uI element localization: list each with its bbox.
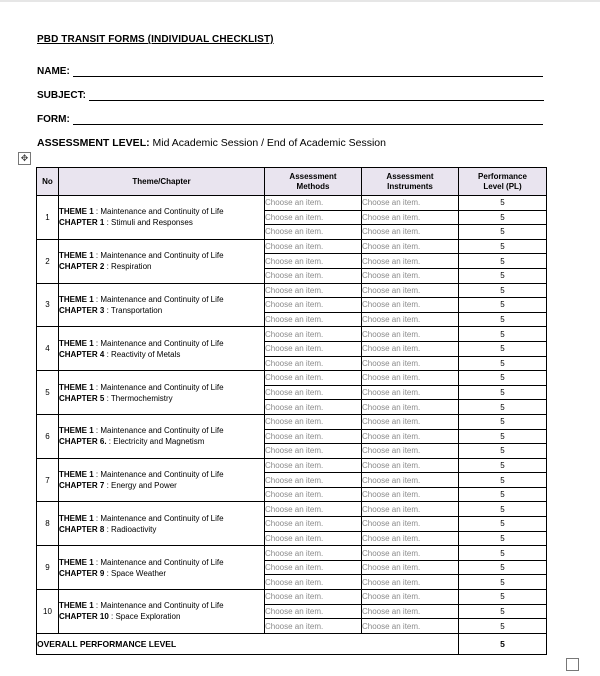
- methods-dropdown[interactable]: Choose an item.: [265, 196, 362, 211]
- methods-dropdown[interactable]: Choose an item.: [265, 531, 362, 546]
- methods-dropdown[interactable]: Choose an item.: [265, 502, 362, 517]
- methods-dropdown[interactable]: Choose an item.: [265, 341, 362, 356]
- chapter-text: : Transportation: [104, 305, 163, 315]
- methods-dropdown[interactable]: Choose an item.: [265, 312, 362, 327]
- theme-text: : Maintenance and Continuity of Life: [93, 251, 224, 261]
- performance-level-value: 5: [459, 414, 547, 429]
- performance-level-value: 5: [459, 590, 547, 605]
- theme-text: : Maintenance and Continuity of Life: [93, 470, 224, 480]
- row-number: 6: [37, 414, 59, 458]
- instruments-dropdown[interactable]: Choose an item.: [362, 546, 459, 561]
- overall-value: 5: [459, 633, 547, 654]
- chapter-text: : Stimuli and Responses: [104, 218, 193, 228]
- chapter-label: CHAPTER 1: [59, 218, 105, 228]
- instruments-dropdown[interactable]: Choose an item.: [362, 239, 459, 254]
- checklist-table: [36, 167, 547, 655]
- methods-dropdown[interactable]: Choose an item.: [265, 239, 362, 254]
- methods-dropdown[interactable]: Choose an item.: [265, 429, 362, 444]
- methods-dropdown[interactable]: Choose an item.: [265, 590, 362, 605]
- chapter-label: CHAPTER 10: [59, 612, 109, 622]
- methods-dropdown[interactable]: Choose an item.: [265, 473, 362, 488]
- performance-level-value: 5: [459, 356, 547, 371]
- instruments-dropdown[interactable]: Choose an item.: [362, 575, 459, 590]
- overall-row: [37, 633, 547, 654]
- header-theme: Theme/Chapter: [59, 168, 265, 196]
- form-label: FORM:: [37, 114, 70, 125]
- performance-level-value: 5: [459, 312, 547, 327]
- chapter-label: CHAPTER 8: [59, 524, 105, 534]
- performance-level-value: 5: [459, 444, 547, 459]
- methods-dropdown[interactable]: Choose an item.: [265, 560, 362, 575]
- theme-label: THEME 1: [59, 513, 94, 523]
- methods-dropdown[interactable]: Choose an item.: [265, 356, 362, 371]
- subject-line[interactable]: [89, 91, 544, 101]
- instruments-dropdown[interactable]: Choose an item.: [362, 196, 459, 211]
- performance-level-value: 5: [459, 560, 547, 575]
- chapter-text: : Respiration: [104, 262, 152, 272]
- instruments-dropdown[interactable]: Choose an item.: [362, 400, 459, 415]
- performance-level-value: 5: [459, 341, 547, 356]
- theme-chapter-cell: [59, 502, 265, 546]
- row-number: 5: [37, 371, 59, 415]
- theme-label: THEME 1: [59, 382, 94, 392]
- instruments-dropdown[interactable]: Choose an item.: [362, 385, 459, 400]
- performance-level-value: 5: [459, 546, 547, 561]
- theme-text: : Maintenance and Continuity of Life: [93, 382, 224, 392]
- instruments-dropdown[interactable]: Choose an item.: [362, 458, 459, 473]
- theme-label: THEME 1: [59, 557, 94, 567]
- theme-text: : Maintenance and Continuity of Life: [93, 426, 224, 436]
- table-row: [37, 414, 547, 429]
- theme-label: THEME 1: [59, 338, 94, 348]
- theme-label: THEME 1: [59, 470, 94, 480]
- methods-dropdown[interactable]: Choose an item.: [265, 575, 362, 590]
- table-row: [37, 590, 547, 605]
- header-instruments: Assessment Instruments: [362, 168, 459, 196]
- instruments-dropdown[interactable]: Choose an item.: [362, 254, 459, 269]
- chapter-text: : Thermochemistry: [104, 393, 173, 403]
- header-no: No: [37, 168, 59, 196]
- subject-field: [37, 90, 544, 101]
- header-row: [37, 168, 547, 196]
- theme-chapter-cell: [59, 196, 265, 240]
- performance-level-value: 5: [459, 283, 547, 298]
- performance-level-value: 5: [459, 371, 547, 386]
- theme-chapter-cell: [59, 590, 265, 634]
- name-line[interactable]: [73, 67, 543, 77]
- row-number: 1: [37, 196, 59, 240]
- theme-label: THEME 1: [59, 251, 94, 261]
- theme-text: : Maintenance and Continuity of Life: [93, 338, 224, 348]
- chapter-text: : Radioactivity: [104, 524, 157, 534]
- instruments-dropdown[interactable]: Choose an item.: [362, 414, 459, 429]
- methods-dropdown[interactable]: Choose an item.: [265, 400, 362, 415]
- methods-dropdown[interactable]: Choose an item.: [265, 604, 362, 619]
- methods-dropdown[interactable]: Choose an item.: [265, 225, 362, 240]
- instruments-dropdown[interactable]: Choose an item.: [362, 283, 459, 298]
- performance-level-value: 5: [459, 458, 547, 473]
- table-row: [37, 371, 547, 386]
- performance-level-value: 5: [459, 517, 547, 532]
- theme-chapter-cell: [59, 283, 265, 327]
- theme-label: THEME 1: [59, 294, 94, 304]
- theme-text: : Maintenance and Continuity of Life: [93, 601, 224, 611]
- performance-level-value: 5: [459, 619, 547, 634]
- performance-level-value: 5: [459, 473, 547, 488]
- performance-level-value: 5: [459, 502, 547, 517]
- row-number: 3: [37, 283, 59, 327]
- table-row: [37, 458, 547, 473]
- performance-level-value: 5: [459, 575, 547, 590]
- performance-level-value: 5: [459, 239, 547, 254]
- table-row: [37, 327, 547, 342]
- page-edge: [0, 0, 600, 2]
- chapter-label: CHAPTER 4: [59, 349, 105, 359]
- instruments-dropdown[interactable]: Choose an item.: [362, 312, 459, 327]
- instruments-dropdown[interactable]: Choose an item.: [362, 268, 459, 283]
- subject-label: SUBJECT:: [37, 90, 86, 101]
- performance-level-value: 5: [459, 210, 547, 225]
- table-resize-icon[interactable]: [566, 658, 579, 671]
- performance-level-value: 5: [459, 531, 547, 546]
- chapter-text: : Space Exploration: [108, 612, 181, 622]
- chapter-label: CHAPTER 7: [59, 481, 105, 491]
- theme-label: THEME 1: [59, 207, 94, 217]
- theme-chapter-cell: [59, 414, 265, 458]
- methods-dropdown[interactable]: Choose an item.: [265, 517, 362, 532]
- row-number: 4: [37, 327, 59, 371]
- methods-dropdown[interactable]: Choose an item.: [265, 444, 362, 459]
- overall-label: OVERALL PERFORMANCE LEVEL: [37, 633, 459, 654]
- row-number: 7: [37, 458, 59, 502]
- instruments-dropdown[interactable]: Choose an item.: [362, 560, 459, 575]
- chapter-label: CHAPTER 5: [59, 393, 105, 403]
- methods-dropdown[interactable]: Choose an item.: [265, 327, 362, 342]
- methods-dropdown[interactable]: Choose an item.: [265, 298, 362, 313]
- theme-chapter-cell: [59, 458, 265, 502]
- methods-dropdown[interactable]: Choose an item.: [265, 414, 362, 429]
- performance-level-value: 5: [459, 400, 547, 415]
- performance-level-value: 5: [459, 225, 547, 240]
- instruments-dropdown[interactable]: Choose an item.: [362, 371, 459, 386]
- methods-dropdown[interactable]: Choose an item.: [265, 268, 362, 283]
- performance-level-value: 5: [459, 254, 547, 269]
- row-number: 8: [37, 502, 59, 546]
- instruments-dropdown[interactable]: Choose an item.: [362, 619, 459, 634]
- performance-level-value: 5: [459, 487, 547, 502]
- performance-level-value: 5: [459, 298, 547, 313]
- instruments-dropdown[interactable]: Choose an item.: [362, 210, 459, 225]
- chapter-label: CHAPTER 3: [59, 305, 105, 315]
- instruments-dropdown[interactable]: Choose an item.: [362, 298, 459, 313]
- instruments-dropdown[interactable]: Choose an item.: [362, 487, 459, 502]
- chapter-text: : Energy and Power: [104, 481, 177, 491]
- theme-label: THEME 1: [59, 426, 94, 436]
- assessment-value: Mid Academic Session / End of Academic Session: [149, 137, 386, 149]
- instruments-dropdown[interactable]: Choose an item.: [362, 590, 459, 605]
- table-row: [37, 239, 547, 254]
- instruments-dropdown[interactable]: Choose an item.: [362, 517, 459, 532]
- assessment-label: ASSESSMENT LEVEL:: [37, 137, 150, 149]
- table-row: [37, 502, 547, 517]
- row-number: 10: [37, 590, 59, 634]
- chapter-label: CHAPTER 2: [59, 262, 105, 272]
- theme-text: : Maintenance and Continuity of Life: [93, 294, 224, 304]
- theme-chapter-cell: [59, 327, 265, 371]
- table-row: [37, 546, 547, 561]
- instruments-dropdown[interactable]: Choose an item.: [362, 531, 459, 546]
- form-field: [37, 114, 543, 125]
- instruments-dropdown[interactable]: Choose an item.: [362, 604, 459, 619]
- instruments-dropdown[interactable]: Choose an item.: [362, 341, 459, 356]
- performance-level-value: 5: [459, 268, 547, 283]
- performance-level-value: 5: [459, 385, 547, 400]
- chapter-label: CHAPTER 6.: [59, 437, 107, 447]
- performance-level-value: 5: [459, 196, 547, 211]
- theme-label: THEME 1: [59, 601, 94, 611]
- instruments-dropdown[interactable]: Choose an item.: [362, 429, 459, 444]
- performance-level-value: 5: [459, 327, 547, 342]
- table-move-icon[interactable]: ✥: [18, 152, 31, 165]
- theme-chapter-cell: [59, 546, 265, 590]
- performance-level-value: 5: [459, 604, 547, 619]
- methods-dropdown[interactable]: Choose an item.: [265, 254, 362, 269]
- methods-dropdown[interactable]: Choose an item.: [265, 458, 362, 473]
- theme-chapter-cell: [59, 239, 265, 283]
- theme-text: : Maintenance and Continuity of Life: [93, 207, 224, 217]
- theme-chapter-cell: [59, 371, 265, 415]
- chapter-text: : Electricity and Magnetism: [106, 437, 205, 447]
- methods-dropdown[interactable]: Choose an item.: [265, 487, 362, 502]
- table-row: [37, 283, 547, 298]
- name-label: NAME:: [37, 66, 70, 77]
- name-field: [37, 66, 543, 77]
- row-number: 9: [37, 546, 59, 590]
- instruments-dropdown[interactable]: Choose an item.: [362, 356, 459, 371]
- document-title: PBD TRANSIT FORMS (INDIVIDUAL CHECKLIST): [37, 34, 274, 45]
- form-line[interactable]: [73, 115, 543, 125]
- assessment-level: [37, 137, 386, 149]
- theme-text: : Maintenance and Continuity of Life: [93, 557, 224, 567]
- methods-dropdown[interactable]: Choose an item.: [265, 210, 362, 225]
- methods-dropdown[interactable]: Choose an item.: [265, 385, 362, 400]
- instruments-dropdown[interactable]: Choose an item.: [362, 327, 459, 342]
- instruments-dropdown[interactable]: Choose an item.: [362, 444, 459, 459]
- chapter-text: : Space Weather: [104, 568, 167, 578]
- chapter-label: CHAPTER 9: [59, 568, 105, 578]
- performance-level-value: 5: [459, 429, 547, 444]
- header-methods: Assessment Methods: [265, 168, 362, 196]
- instruments-dropdown[interactable]: Choose an item.: [362, 502, 459, 517]
- table-row: [37, 196, 547, 211]
- methods-dropdown[interactable]: Choose an item.: [265, 371, 362, 386]
- instruments-dropdown[interactable]: Choose an item.: [362, 225, 459, 240]
- methods-dropdown[interactable]: Choose an item.: [265, 546, 362, 561]
- header-performance-level: Performance Level (PL): [459, 168, 547, 196]
- row-number: 2: [37, 239, 59, 283]
- instruments-dropdown[interactable]: Choose an item.: [362, 473, 459, 488]
- methods-dropdown[interactable]: Choose an item.: [265, 619, 362, 634]
- methods-dropdown[interactable]: Choose an item.: [265, 283, 362, 298]
- theme-text: : Maintenance and Continuity of Life: [93, 513, 224, 523]
- chapter-text: : Reactivity of Metals: [104, 349, 181, 359]
